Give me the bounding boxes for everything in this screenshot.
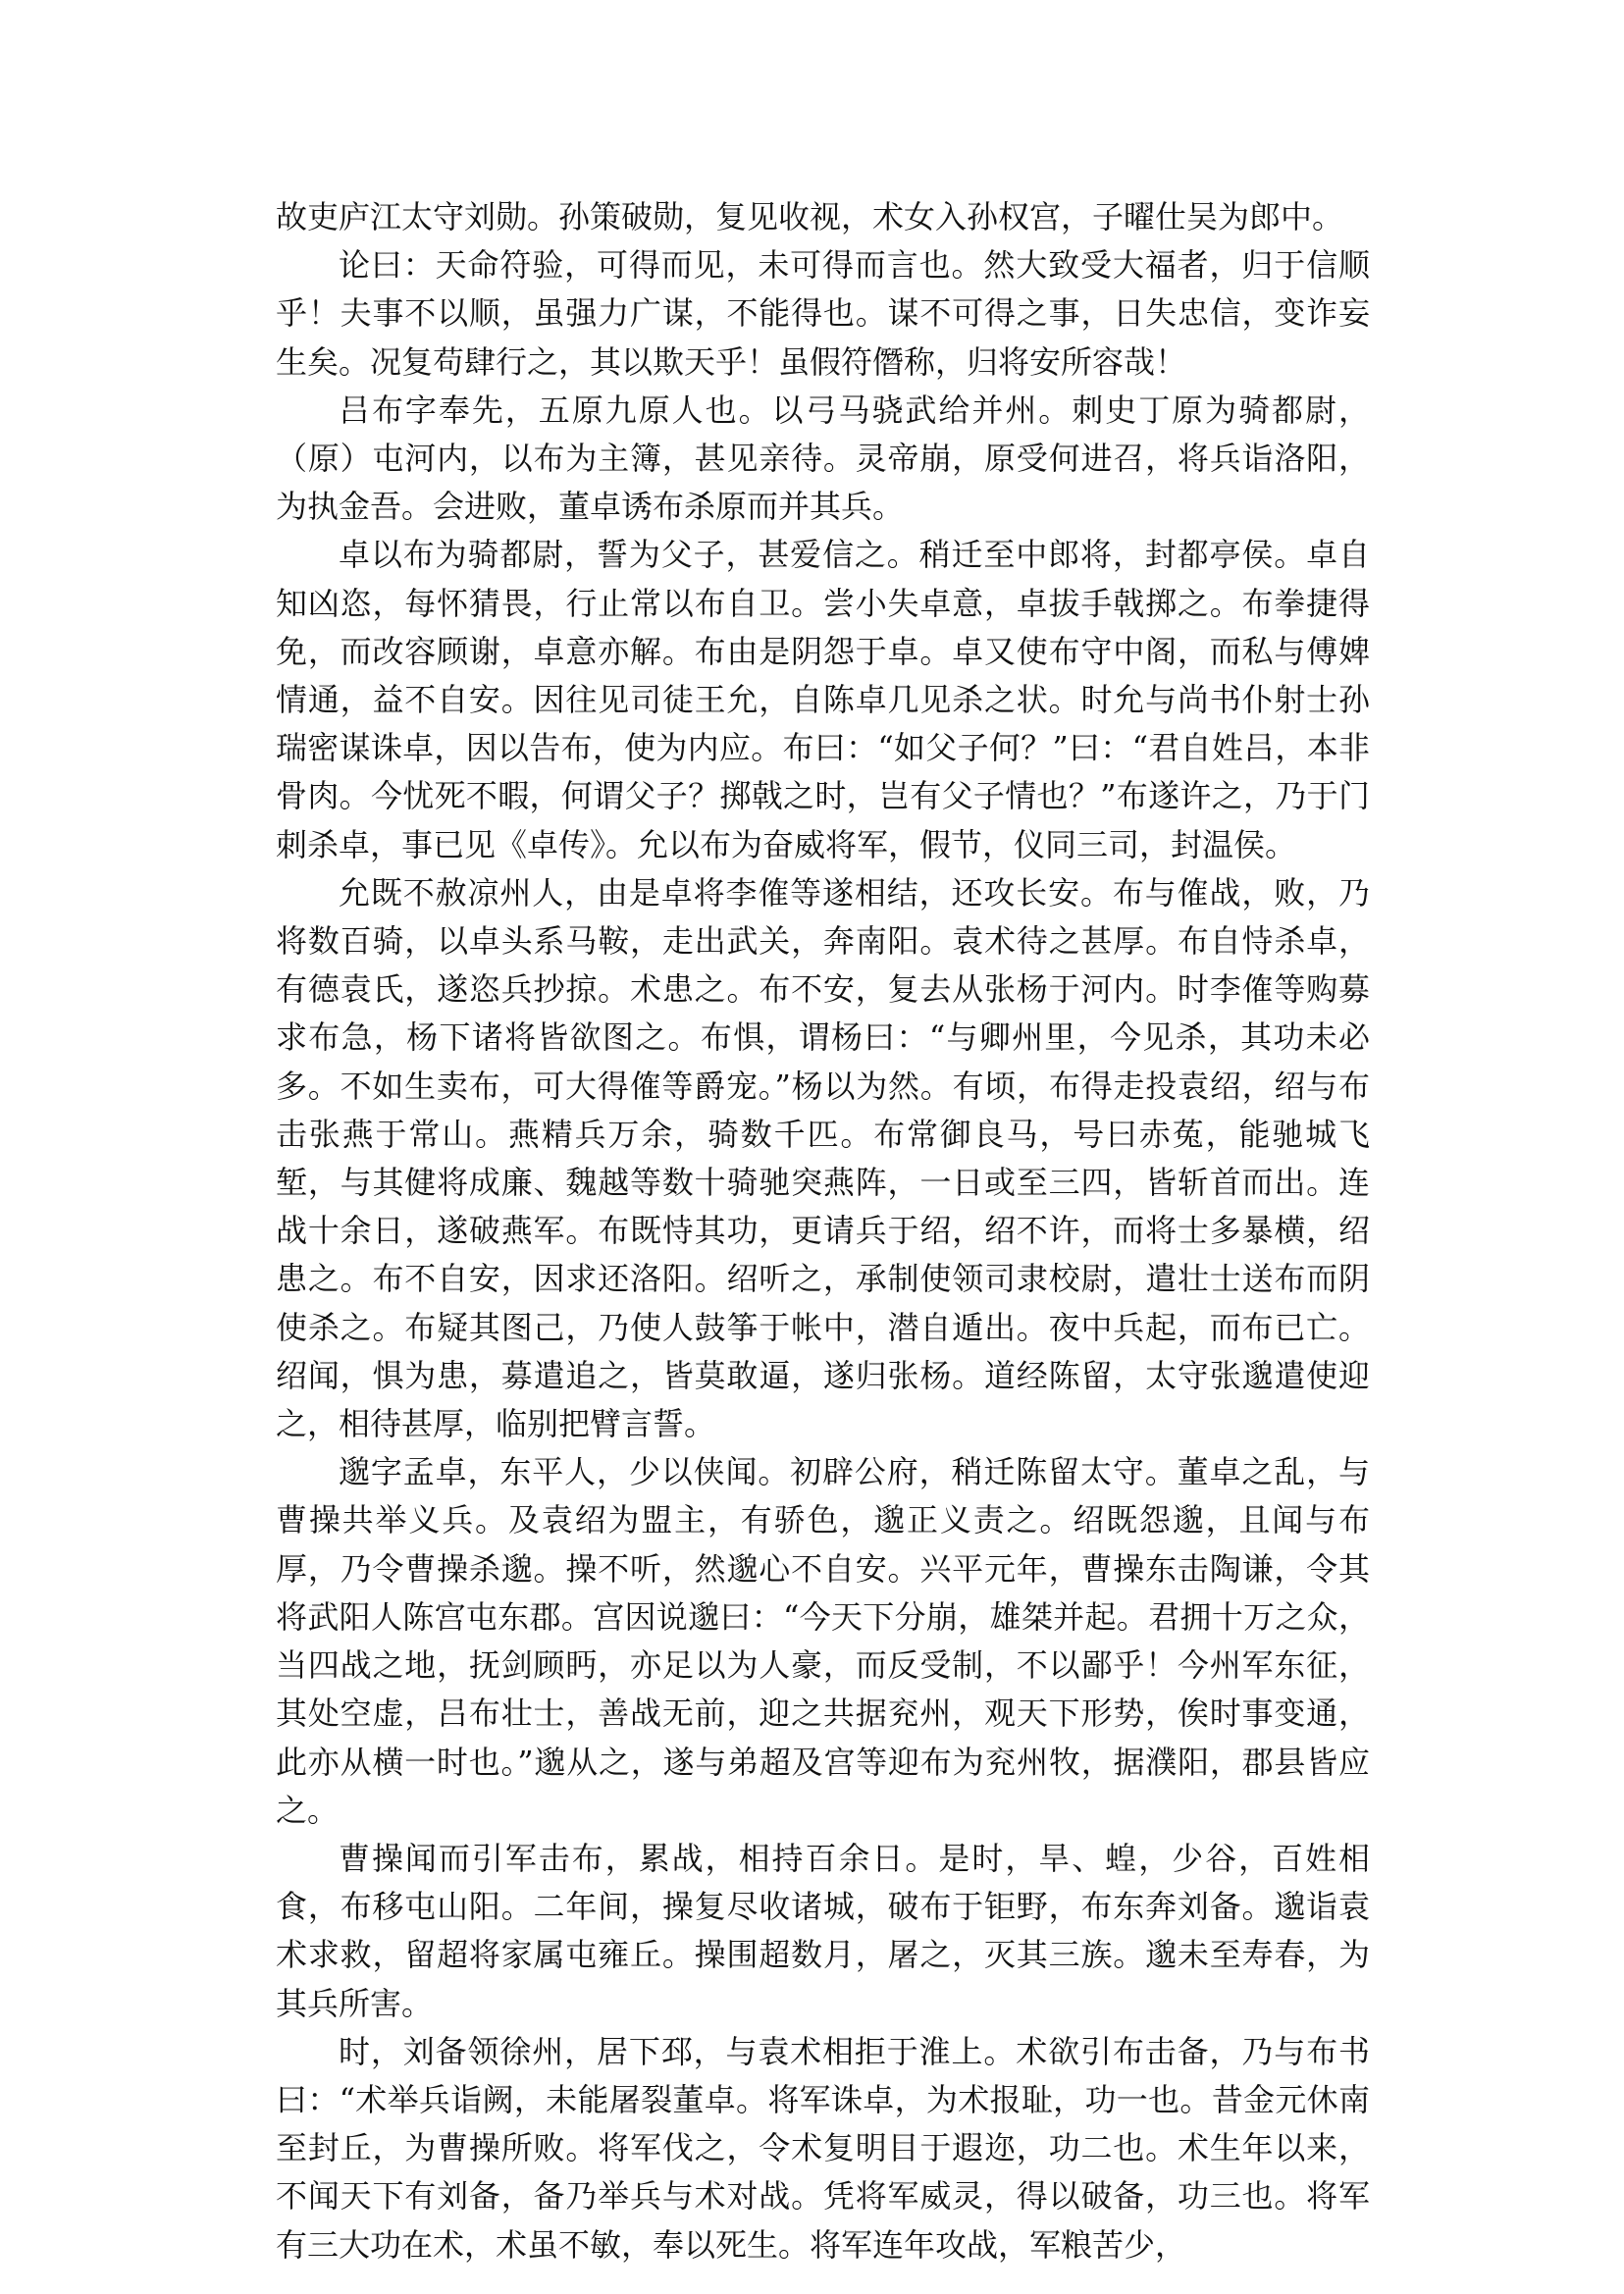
paragraph-7: 曹操闻而引军击布，累战，相持百余日。是时，旱、蝗，少谷，百姓相食，布移屯山阳。二年间，操复尽收诸城，破布于钜野，布东奔刘备。邈诣袁术求救，留超将家属屯雍丘。操围超数月，屠之，灭其三族。邈未至寿春，为其兵所害。 [276,1839,1370,2022]
paragraph-5: 允既不赦凉州人，由是卓将李傕等遂相结，还攻长安。布与傕战，败，乃将数百骑，以卓头系马鞍，走出武关，奔南阳。袁术待之甚厚。布自恃杀卓，有德袁氏，遂恣兵抄掠。术患之。布不安，复去从张杨于河内。时李傕等购募求布急，杨下诸将皆欲图之。布惧，谓杨曰：“与卿州里，今见杀，其功未必多。不如生卖布，可大得傕等爵宠。”杨以为然。有顷，布得走投袁绍，绍与布击张燕于常山。燕精兵万余，骑数千匹。布常御良马，号曰赤菟，能驰城飞堑，与其健将成廉、魏越等数十骑驰突燕阵，一日或至三四，皆斩首而出。连战十余日，遂破燕军。布既恃其功，更请兵于绍，绍不许，而将士多暴横，绍患之。布不自安，因求还洛阳。绍听之，承制使领司隶校尉，遣壮士送布而阴使杀之。布疑其图己，乃使人鼓筝于帐中，潜自遁出。夜中兵起，而布已亡。绍闻，惧为患，募遣追之，皆莫敢逼，遂归张杨。道经陈留，太守张邈遣使迎之，相待甚厚，临别把臂言誓。 [276,873,1370,1443]
paragraph-4: 卓以布为骑都尉，誓为父子，甚爱信之。稍迁至中郎将，封都亭侯。卓自知凶恣，每怀猜畏，行止常以布自卫。尝小失卓意，卓拔手戟掷之。布拳捷得免，而改容顾谢，卓意亦解。布由是阴怨于卓。卓又使布守中阁，而私与傅婢情通，益不自安。因往见司徒王允，自陈卓几见杀之状。时允与尚书仆射士孙瑞密谋诛卓，因以告布，使为内应。布曰：“如父子何？”曰：“君自姓吕，本非骨肉。今忧死不暇，何谓父子？掷戟之时，岂有父子情也？”布遂许之，乃于门刺杀卓，事已见《卓传》。允以布为奋威将军，假节，仪同三司，封温侯。 [276,536,1370,863]
paragraph-8: 时，刘备领徐州，居下邳，与袁术相拒于淮上。术欲引布击备，乃与布书曰：“术举兵诣阙，未能屠裂董卓。将军诛卓，为术报耻，功一也。昔金元休南至封丘，为曹操所败。将军伐之，令术复明目于遐迩，功二也。术生年以来，不闻天下有刘备，备乃举兵与术对战。凭将军威灵，得以破备，功三也。将军有三大功在术，术虽不敏，奉以死生。将军连年攻战，军粮苦少， [276,2032,1370,2264]
paragraph-2: 论曰：天命符验，可得而见，未可得而言也。然大致受大福者，归于信顺乎！夫事不以顺，虽强力广谋，不能得也。谋不可得之事，日失忠信，变诈妄生矣。况复苟肆行之，其以欺天乎！虽假符僭称，归将安所容哉！ [276,246,1370,381]
paragraph-1: 故吏庐江太守刘勋。孙策破勋，复见收视，术女入孙权宫，子曜仕吴为郎中。 [276,198,1344,235]
paragraph-6: 邈字孟卓，东平人，少以侠闻。初辟公府，稍迁陈留太守。董卓之乱，与曹操共举义兵。及袁绍为盟主，有骄色，邈正义责之。绍既怨邈，且闻与布厚，乃令曹操杀邈。操不听，然邈心不自安。兴平元年，曹操东击陶谦，令其将武阳人陈宫屯东郡。宫因说邈曰：“今天下分崩，雄桀并起。君拥十万之众，当四战之地，抚剑顾眄，亦足以为人豪，而反受制，不以鄙乎！今州军东征，其处空虚，吕布壮士，善战无前，迎之共据兖州，观天下形势，俟时事变通，此亦从横一时也。”邈从之，遂与弟超及宫等迎布为兖州牧，据濮阳，郡县皆应之。 [276,1453,1370,1829]
paragraph-3: 吕布字奉先，五原九原人也。以弓马骁武给并州。刺史丁原为骑都尉，（原）屯河内，以布为主簿，甚见亲待。灵帝崩，原受何进召，将兵诣洛阳，为执金吾。会进败，董卓诱布杀原而并其兵。 [276,391,1370,526]
document-page [276,193,1370,2269]
